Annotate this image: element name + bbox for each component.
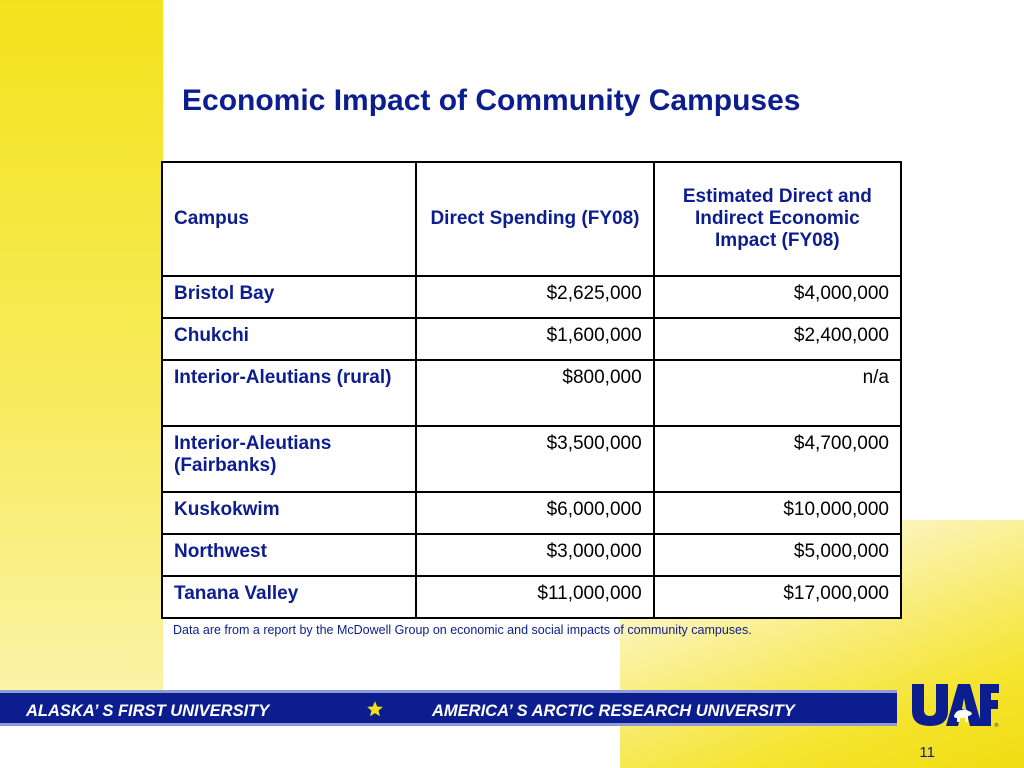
table-row: [162, 276, 901, 318]
campus-name: Northwest: [162, 534, 416, 576]
direct-spending-value: $800,000: [416, 360, 653, 426]
page-number: 11: [919, 744, 935, 761]
star-icon: [366, 700, 384, 718]
table-header-row: [162, 162, 901, 276]
impact-value: $5,000,000: [654, 534, 901, 576]
impact-value: n/a: [654, 360, 901, 426]
header-campus: Campus: [162, 162, 416, 276]
table-row: [162, 492, 901, 534]
header-estimated-impact: Estimated Direct and Indirect Economic Impact (FY08): [654, 162, 901, 276]
impact-value: $2,400,000: [654, 318, 901, 360]
impact-value: $4,000,000: [654, 276, 901, 318]
campus-name: Tanana Valley: [162, 576, 416, 618]
direct-spending-value: $11,000,000: [416, 576, 653, 618]
source-note: Data are from a report by the McDowell Group on economic and social impacts of community campuses.: [173, 623, 752, 637]
campus-name: Interior-Aleutians (Fairbanks): [162, 426, 416, 492]
direct-spending-value: $2,625,000: [416, 276, 653, 318]
yellow-left-band: [0, 0, 163, 690]
table-row: [162, 360, 901, 426]
campus-name: Chukchi: [162, 318, 416, 360]
impact-value: $4,700,000: [654, 426, 901, 492]
banner-left-text: ALASKA’ S FIRST UNIVERSITY: [26, 702, 270, 720]
university-banner: [0, 690, 897, 726]
impact-value: $10,000,000: [654, 492, 901, 534]
campus-name: Bristol Bay: [162, 276, 416, 318]
svg-text:®: ®: [994, 723, 999, 728]
slide-title: Economic Impact of Community Campuses: [182, 84, 801, 117]
campus-name: Kuskokwim: [162, 492, 416, 534]
table-row: [162, 576, 901, 618]
campus-name: Interior-Aleutians (rural): [162, 360, 416, 426]
direct-spending-value: $6,000,000: [416, 492, 653, 534]
banner-right-text: AMERICA’ S ARCTIC RESEARCH UNIVERSITY: [432, 702, 795, 720]
impact-value: $17,000,000: [654, 576, 901, 618]
table-row: [162, 426, 901, 492]
table-row: [162, 318, 901, 360]
direct-spending-value: $3,500,000: [416, 426, 653, 492]
direct-spending-value: $1,600,000: [416, 318, 653, 360]
economic-impact-table: [161, 161, 902, 619]
table-row: [162, 534, 901, 576]
header-direct-spending: Direct Spending (FY08): [416, 162, 653, 276]
direct-spending-value: $3,000,000: [416, 534, 653, 576]
uaf-logo: [910, 680, 1000, 728]
